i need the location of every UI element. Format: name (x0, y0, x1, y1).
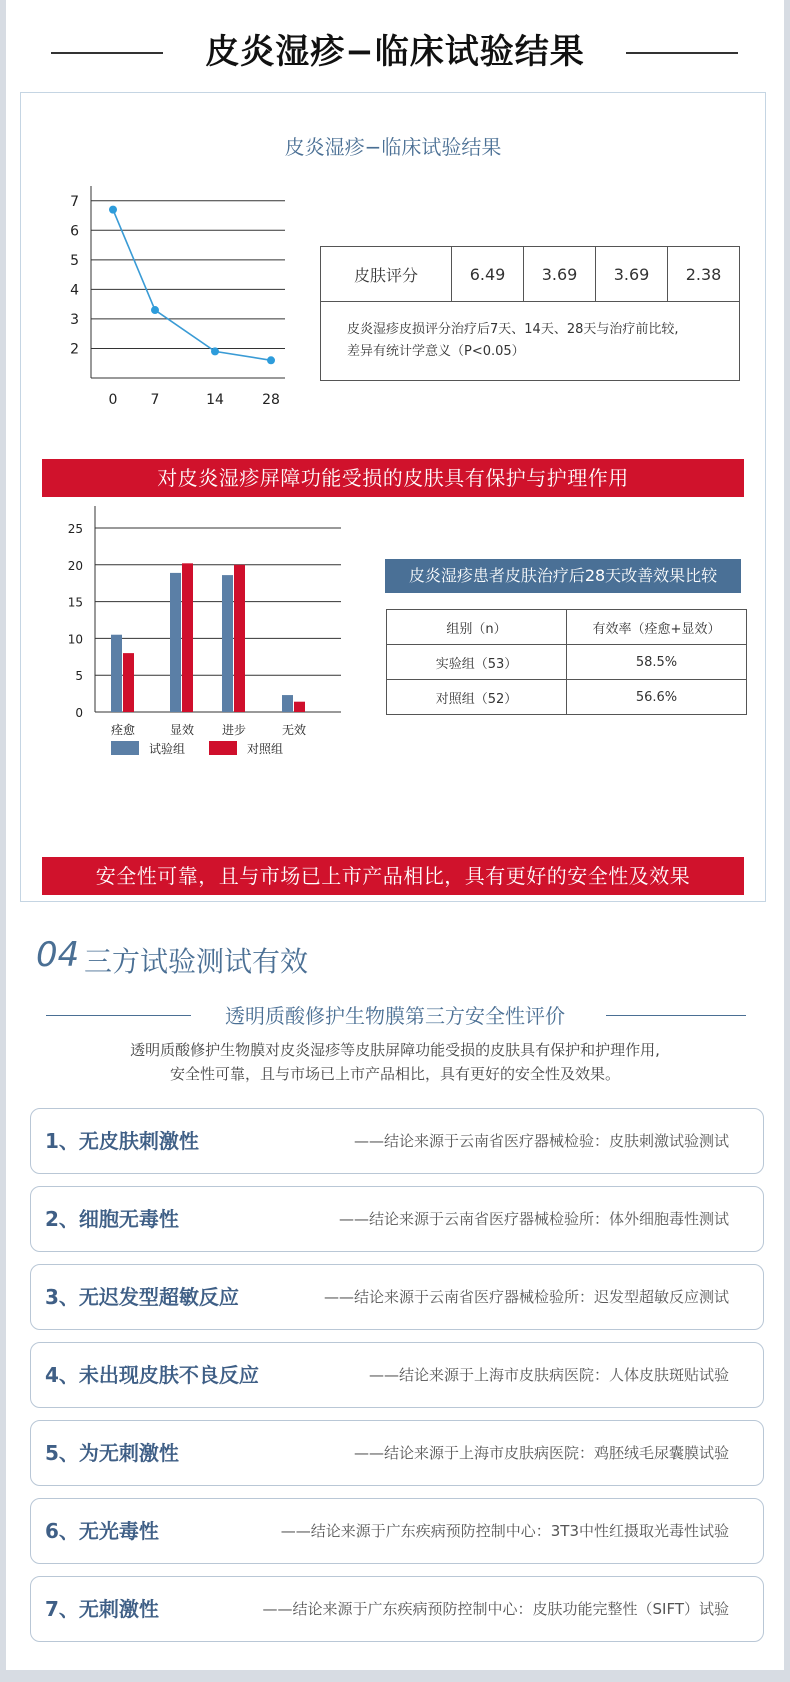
test-result-label: 3、无迟发型超敏反应 (45, 1285, 239, 1309)
test-result-source: ——结论来源于上海市皮肤病医院：人体皮肤斑贴试验 (368, 1366, 729, 1384)
score-note-line: 皮炎湿疹皮损评分治疗后7天、14天、28天与治疗前比较, (347, 322, 679, 337)
y-tick-label: 5 (70, 252, 79, 269)
score-note (321, 302, 740, 381)
table-cell: 实验组（53） (387, 645, 567, 680)
test-result-source: ——结论来源于上海市皮肤病医院：鸡胚绒毛尿囊膜试验 (353, 1444, 729, 1462)
series-line (113, 210, 271, 361)
bar (234, 565, 245, 712)
test-result-label: 5、为无刺激性 (45, 1441, 179, 1465)
test-result-source: ——结论来源于广东疾病预防控制中心：皮肤功能完整性（SIFT）试验 (262, 1600, 729, 1618)
legend-swatch (209, 741, 237, 755)
section-subtitle: 透明质酸修护生物膜第三方安全性评价 (225, 1004, 565, 1028)
test-result-source: ——结论来源于云南省医疗器械检验：皮肤刺激试验测试 (353, 1132, 729, 1150)
page-title: 皮炎湿疹−临床试验结果 (205, 32, 585, 72)
safety-banner: 安全性可靠，且与市场已上市产品相比，具有更好的安全性及效果 (42, 857, 744, 895)
bar (123, 653, 134, 712)
score-note-line: 差异有统计学意义（P<0.05） (347, 344, 525, 359)
table-cell: 对照组（52） (387, 680, 567, 715)
test-result-source: ——结论来源于云南省医疗器械检验所：体外细胞毒性测试 (338, 1210, 729, 1228)
score-value: 6.49 (452, 247, 524, 302)
test-result-item (30, 1420, 764, 1486)
score-value: 3.69 (596, 247, 668, 302)
y-tick-label: 5 (75, 669, 83, 684)
efficacy-table (386, 609, 747, 715)
data-point (267, 356, 275, 364)
section-description (6, 1038, 784, 1086)
x-tick-label: 28 (262, 392, 280, 408)
efficacy-bar-chart (41, 498, 361, 778)
y-tick-label: 10 (67, 632, 83, 647)
table-cell: 56.6% (567, 680, 747, 715)
test-result-label: 7、无刺激性 (45, 1597, 159, 1621)
test-result-source: ——结论来源于云南省医疗器械检验所：迟发型超敏反应测试 (323, 1288, 729, 1306)
table-header: 有效率（痊愈+显效） (567, 610, 747, 645)
test-result-label: 1、无皮肤刺激性 (45, 1129, 199, 1153)
x-tick-label: 痊愈 (110, 723, 136, 737)
test-result-item (30, 1498, 764, 1564)
legend-label: 试验组 (149, 742, 186, 756)
x-tick-label: 0 (108, 392, 118, 408)
description-line: 透明质酸修护生物膜对皮炎湿疹等皮肤屏障功能受损的皮肤具有保护和护理作用, (130, 1041, 660, 1059)
y-tick-label: 2 (70, 341, 79, 358)
bar (170, 573, 181, 712)
section-title: 三方试验测试有效 (84, 945, 309, 978)
test-result-label: 2、细胞无毒性 (45, 1207, 179, 1231)
card-title: 皮炎湿疹−临床试验结果 (284, 135, 502, 159)
legend-swatch (111, 741, 139, 755)
efficacy-tag: 皮炎湿疹患者皮肤治疗后28天改善效果比较 (385, 559, 741, 593)
bar (294, 702, 305, 712)
table-row (387, 645, 747, 680)
y-tick-label: 4 (70, 282, 79, 299)
y-tick-label: 0 (75, 706, 83, 720)
data-point (151, 306, 159, 314)
legend-label: 对照组 (247, 742, 284, 756)
data-point (109, 206, 117, 214)
score-label: 皮肤评分 (321, 247, 452, 302)
skin-score-table (320, 246, 740, 381)
test-result-item (30, 1264, 764, 1330)
y-tick-label: 15 (67, 595, 83, 610)
score-value: 2.38 (668, 247, 740, 302)
y-tick-label: 3 (70, 311, 79, 328)
y-tick-label: 7 (70, 193, 79, 210)
y-tick-label: 6 (70, 223, 79, 240)
page (6, 0, 784, 1670)
section-number: 04 (36, 935, 80, 975)
bar (182, 563, 193, 712)
table-header: 组别（n） (387, 610, 567, 645)
test-result-item (30, 1108, 764, 1174)
score-value: 3.69 (524, 247, 596, 302)
y-tick-label: 20 (67, 558, 83, 573)
x-tick-label: 无效 (281, 723, 307, 737)
test-result-item (30, 1342, 764, 1408)
protection-banner: 对皮炎湿疹屏障功能受损的皮肤具有保护与护理作用 (42, 459, 744, 497)
data-point (211, 347, 219, 355)
x-tick-label: 7 (150, 392, 160, 408)
clinical-results-card (20, 92, 766, 902)
test-result-label: 4、未出现皮肤不良反应 (45, 1363, 259, 1387)
bar (222, 575, 233, 712)
test-result-item (30, 1186, 764, 1252)
bar (282, 695, 293, 712)
test-result-label: 6、无光毒性 (45, 1519, 159, 1543)
bar (111, 635, 122, 712)
test-result-source: ——结论来源于广东疾病预防控制中心：3T3中性红摄取光毒性试验 (280, 1522, 729, 1540)
x-tick-label: 14 (206, 392, 224, 408)
y-tick-label: 25 (67, 522, 83, 536)
description-line: 安全性可靠，且与市场已上市产品相比，具有更好的安全性及效果。 (169, 1065, 620, 1083)
x-tick-label: 显效 (169, 723, 195, 737)
x-tick-label: 进步 (221, 723, 247, 737)
table-row (387, 680, 747, 715)
test-result-item (30, 1576, 764, 1642)
skin-score-line-chart (35, 178, 325, 428)
table-cell: 58.5% (567, 645, 747, 680)
